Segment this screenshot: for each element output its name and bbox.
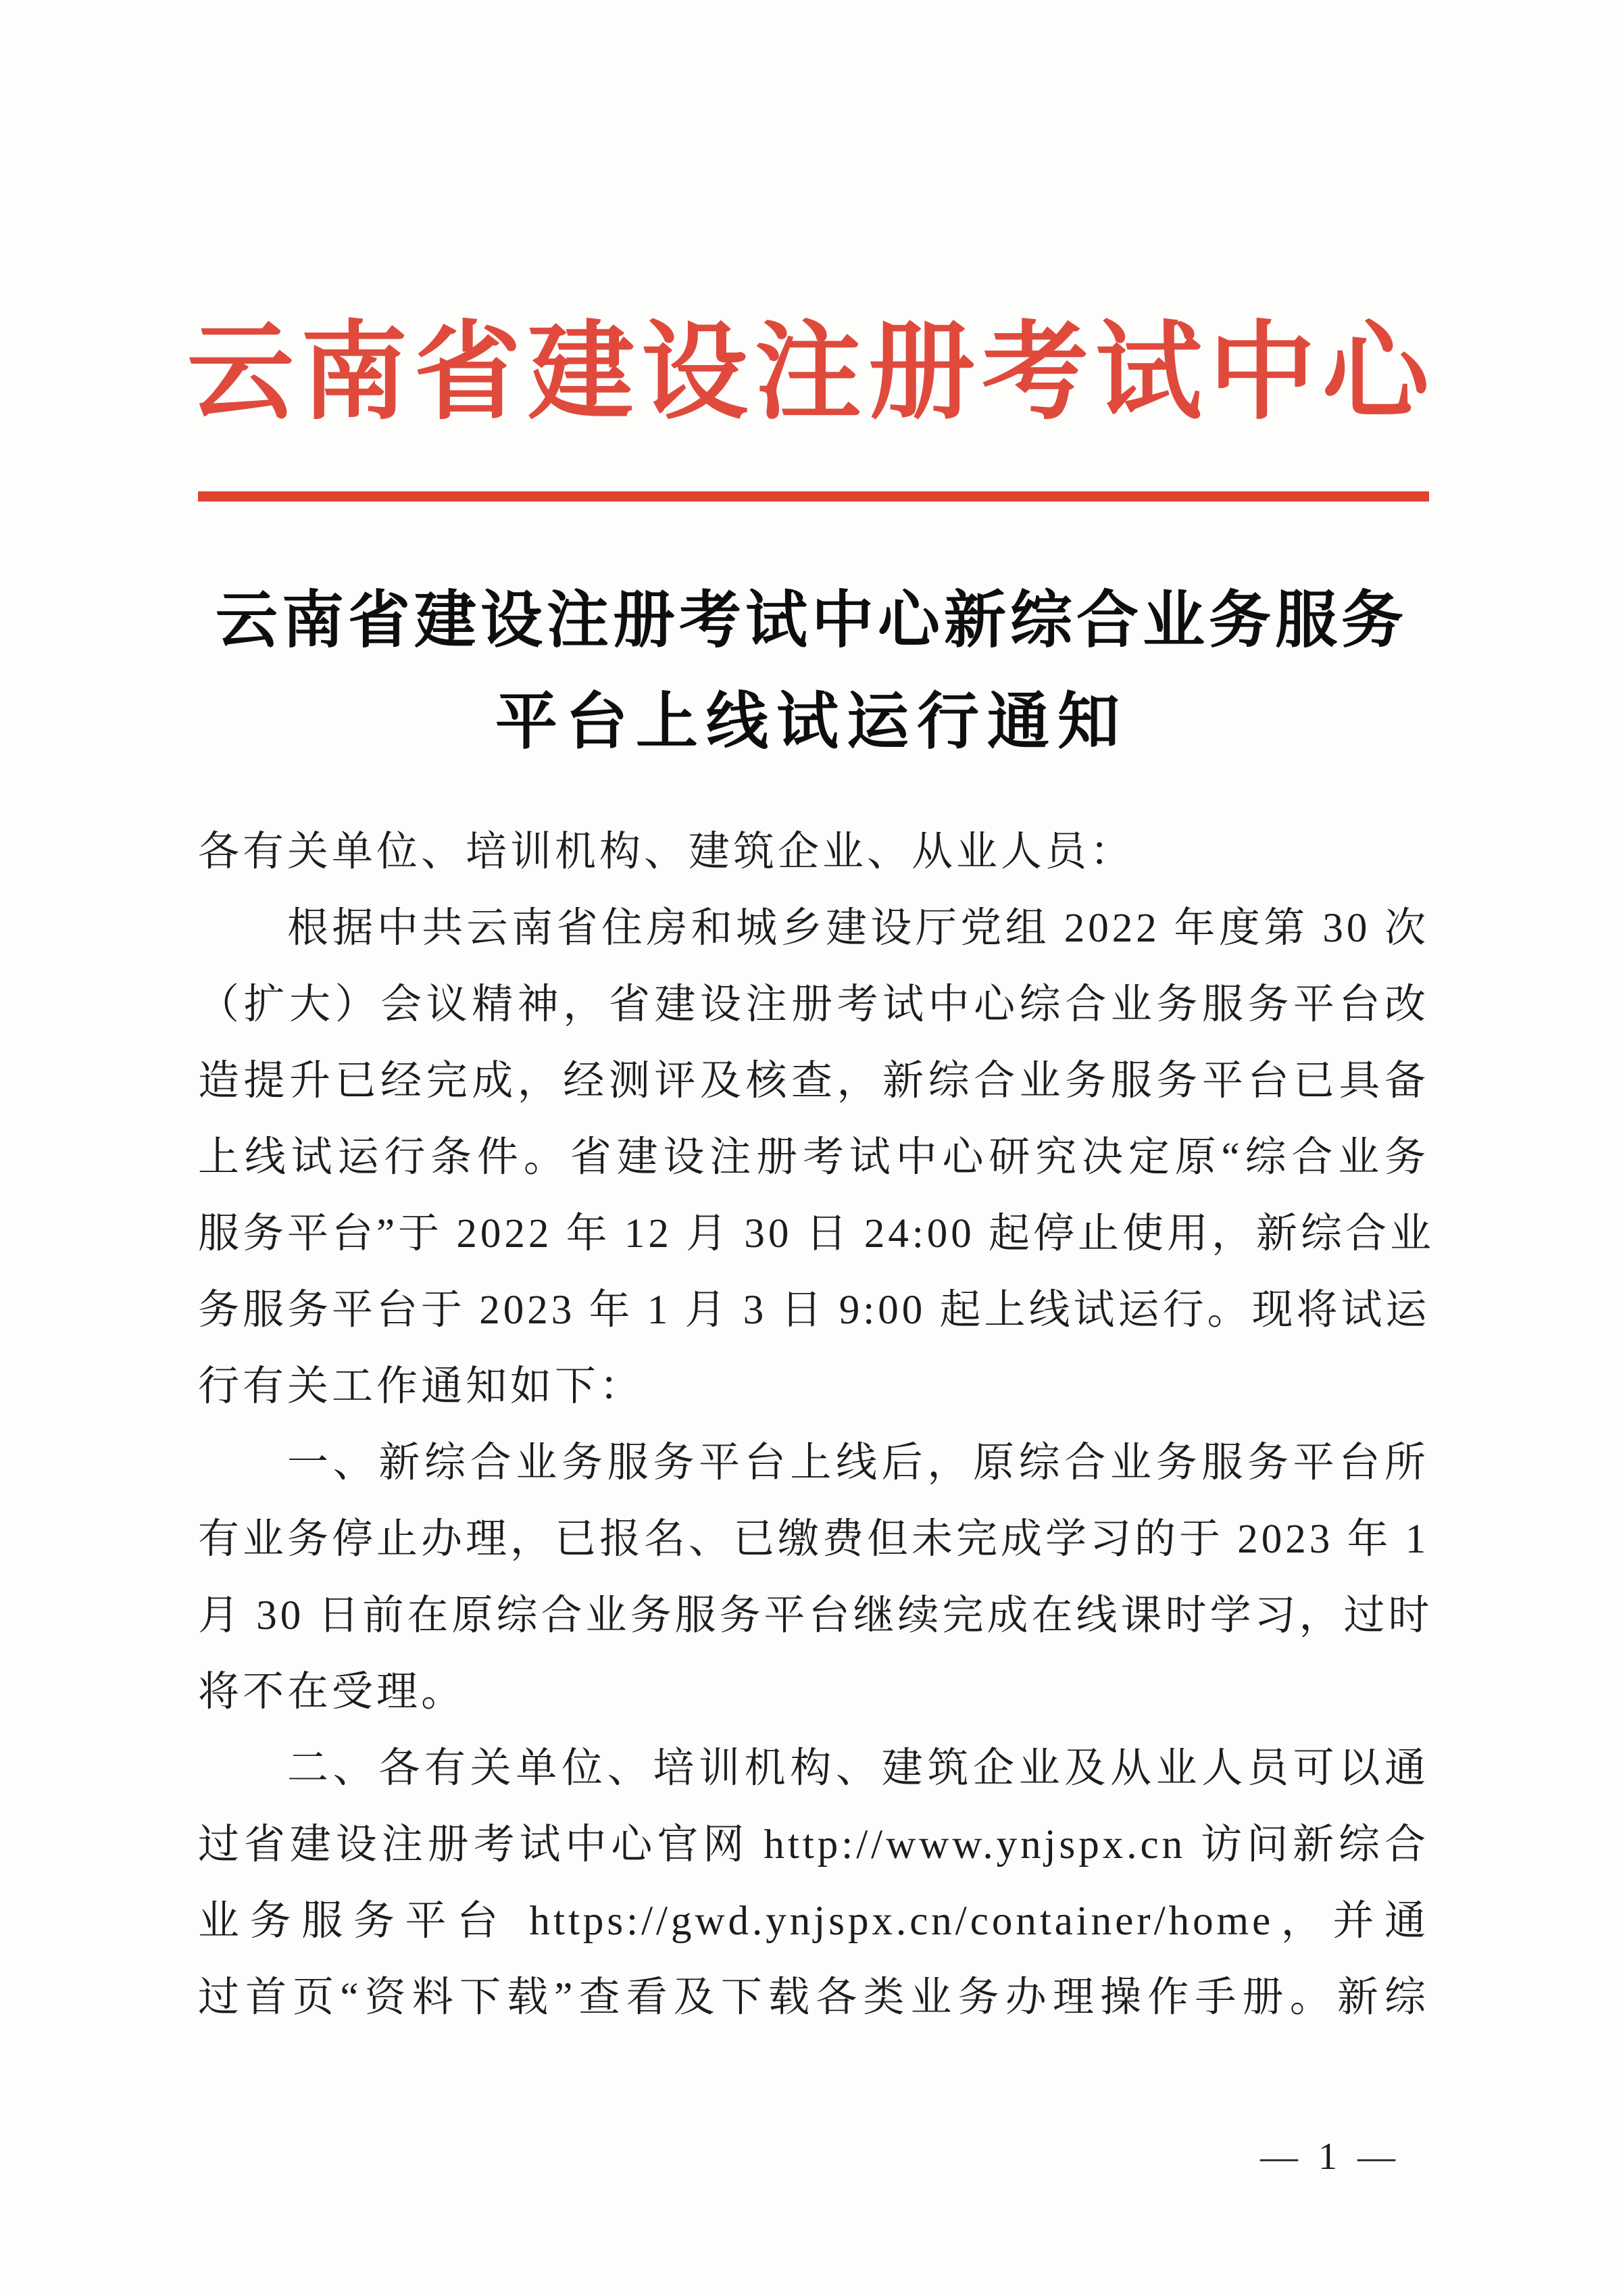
- document-title: [0, 586, 1623, 756]
- document-title-line-1: 云南省建设注册考试中心新综合业务服务: [215, 586, 1407, 655]
- body-line: 将不在受理。: [198, 1669, 466, 1715]
- body-line: 服务平台”于 2022 年 12 月 30 日 24:00 起停止使用，新综合业: [198, 1211, 1435, 1256]
- body-line: （扩大）会议精神，省建设注册考试中心综合业务服务平台改: [198, 982, 1429, 1027]
- body-line: 行有关工作通知如下：: [198, 1364, 645, 1409]
- salutation-line: 各有关单位、培训机构、建筑企业、从业人员：: [198, 829, 1135, 875]
- body-line-item-2: 二、各有关单位、培训机构、建筑企业及从业人员可以通: [287, 1746, 1429, 1791]
- body-line: 过首页“资料下载”查看及下载各类业务办理操作手册。新综: [198, 1975, 1429, 2020]
- body-line-with-url: 过省建设注册考试中心官网 http://www.ynjspx.cn 访问新综合: [198, 1822, 1429, 1867]
- body-line: 根据中共云南省住房和城乡建设厅党组 2022 年度第 30 次: [287, 906, 1429, 951]
- letterhead-org-name: 云南省建设注册考试中心: [187, 314, 1436, 433]
- document-title-line-2: 平台上线试运行通知: [495, 687, 1128, 756]
- body-line: 造提升已经完成，经测评及核查，新综合业务服务平台已具备: [198, 1058, 1429, 1104]
- document-body: [198, 814, 1435, 2036]
- body-line-item-1: 一、新综合业务服务平台上线后，原综合业务服务平台所: [287, 1440, 1429, 1486]
- body-line: 月 30 日前在原综合业务服务平台继续完成在线课时学习，过时: [198, 1593, 1433, 1638]
- body-line-with-url: 业务服务平台 https://gwd.ynjspx.cn/container/home，并通: [198, 1899, 1429, 1944]
- body-line: 上线试运行条件。省建设注册考试中心研究决定原“综合业务: [198, 1135, 1429, 1180]
- letterhead-rule: [198, 491, 1429, 502]
- page-number: — 1 —: [1260, 2136, 1401, 2178]
- body-line: 务服务平台于 2023 年 1 月 3 日 9:00 起上线试运行。现将试运: [198, 1288, 1430, 1333]
- body-line: 有业务停止办理，已报名、已缴费但未完成学习的于 2023 年 1: [198, 1517, 1430, 1562]
